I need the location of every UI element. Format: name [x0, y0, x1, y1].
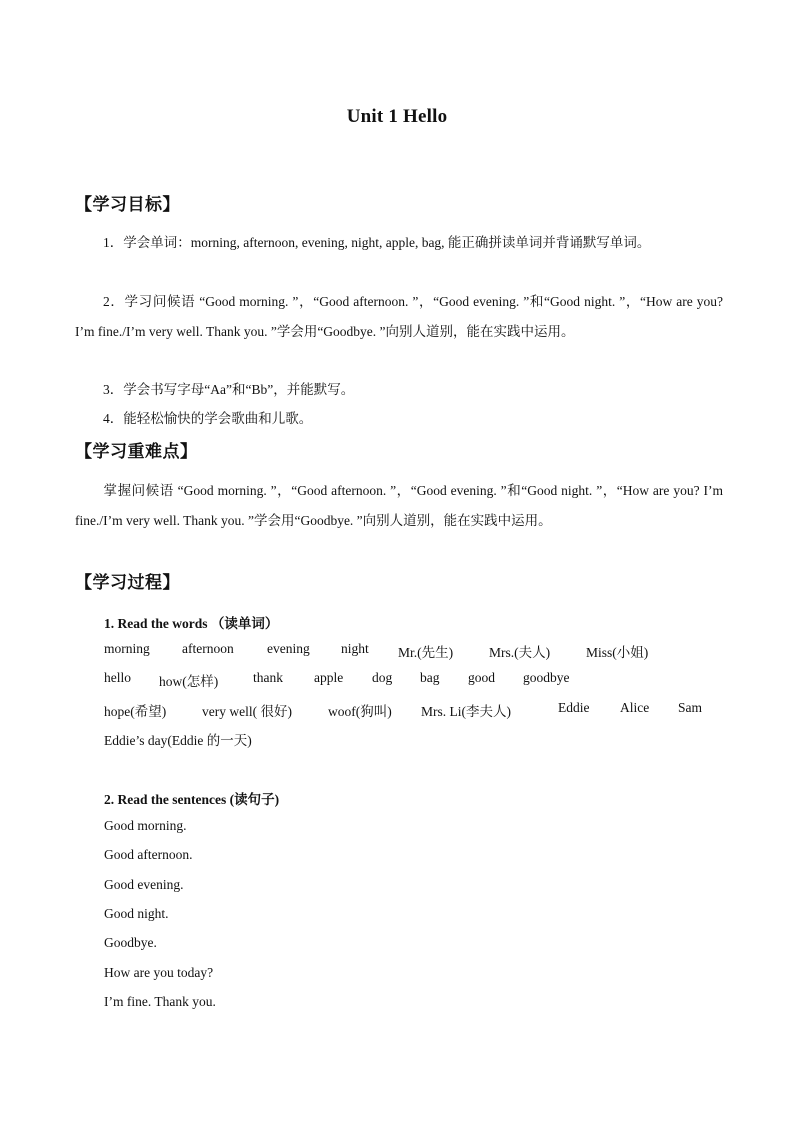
word: very well( 很好) — [202, 704, 292, 719]
sentences-title: 2. Read the sentences (读句子) — [104, 792, 280, 807]
word: Mrs. Li(李夫人) — [421, 704, 511, 719]
word: goodbye — [523, 670, 570, 685]
goal-item-1 — [75, 228, 723, 258]
sentence: Good afternoon. — [104, 847, 193, 862]
word: Eddie — [558, 700, 590, 715]
word: hello — [104, 670, 131, 685]
goal-item-2 — [75, 287, 723, 346]
word-row-3 — [104, 700, 734, 720]
sentence: Good evening. — [104, 877, 184, 892]
word: morning — [104, 641, 150, 656]
key-points-body: 掌握问候语 “Good morning. ”，“Good afternoon. ”，“Good evening. ”和“Good night. ”，“How are you? I’m fine./I’m very well. Thank you. ”学会用“Goodbye. ”向别人道别，能在实践中运用。 — [75, 483, 723, 528]
word: Miss(小姐) — [586, 645, 649, 660]
words-title: 1. Read the words （读单词） — [104, 616, 279, 631]
word: apple — [314, 670, 344, 685]
goals-heading: 【学习目标】 — [75, 195, 180, 215]
goal-item-2-text: 2．学习问候语 “Good morning. ”，“Good afternoon. ”，“Good evening. ”和“Good night. ”，“How are you? I’m fine./I’m very well. Thank you. ”学会用“Goodbye. ”向别人道别，能在实践中运用。 — [75, 294, 723, 339]
word-row-2 — [104, 670, 734, 690]
sentence: Good night. — [104, 906, 169, 921]
process-heading: 【学习过程】 — [75, 573, 180, 593]
word: good — [468, 670, 495, 685]
word-row-4 — [104, 729, 734, 749]
goal-item-4-text: 4．能轻松愉快的学会歌曲和儿歌。 — [103, 411, 313, 426]
goal-item-3 — [75, 375, 723, 405]
word: Alice — [620, 700, 650, 715]
word: Mr.(先生) — [398, 645, 454, 660]
word: evening — [267, 641, 310, 656]
word: thank — [253, 670, 283, 685]
sentence: Good morning. — [104, 818, 187, 833]
word: how(怎样) — [159, 674, 219, 689]
goal-item-3-text: 3．学会书写字母“Aa”和“Bb”，并能默写。 — [103, 382, 355, 397]
goal-item-4 — [75, 404, 723, 434]
sentence: Goodbye. — [104, 935, 157, 950]
word: bag — [420, 670, 440, 685]
word: afternoon — [182, 641, 234, 656]
word: Mrs.(夫人) — [489, 645, 551, 660]
word: dog — [372, 670, 393, 685]
page-title: Unit 1 Hello — [346, 106, 448, 127]
key-points-heading: 【学习重难点】 — [75, 442, 198, 462]
word: Eddie’s day(Eddie 的一天) — [104, 733, 252, 748]
word: hope(希望) — [104, 704, 167, 719]
goal-item-1-text: 1．学会单词：morning, afternoon, evening, night, apple, bag, 能正确拼读单词并背诵默写单词。 — [103, 235, 651, 250]
word: woof(狗叫) — [328, 704, 392, 719]
word-row-1 — [104, 641, 734, 661]
sentence: I’m fine. Thank you. — [104, 994, 216, 1009]
word: night — [341, 641, 369, 656]
key-points-text — [75, 476, 723, 535]
word: Sam — [678, 700, 703, 715]
sentence: How are you today? — [104, 965, 214, 980]
